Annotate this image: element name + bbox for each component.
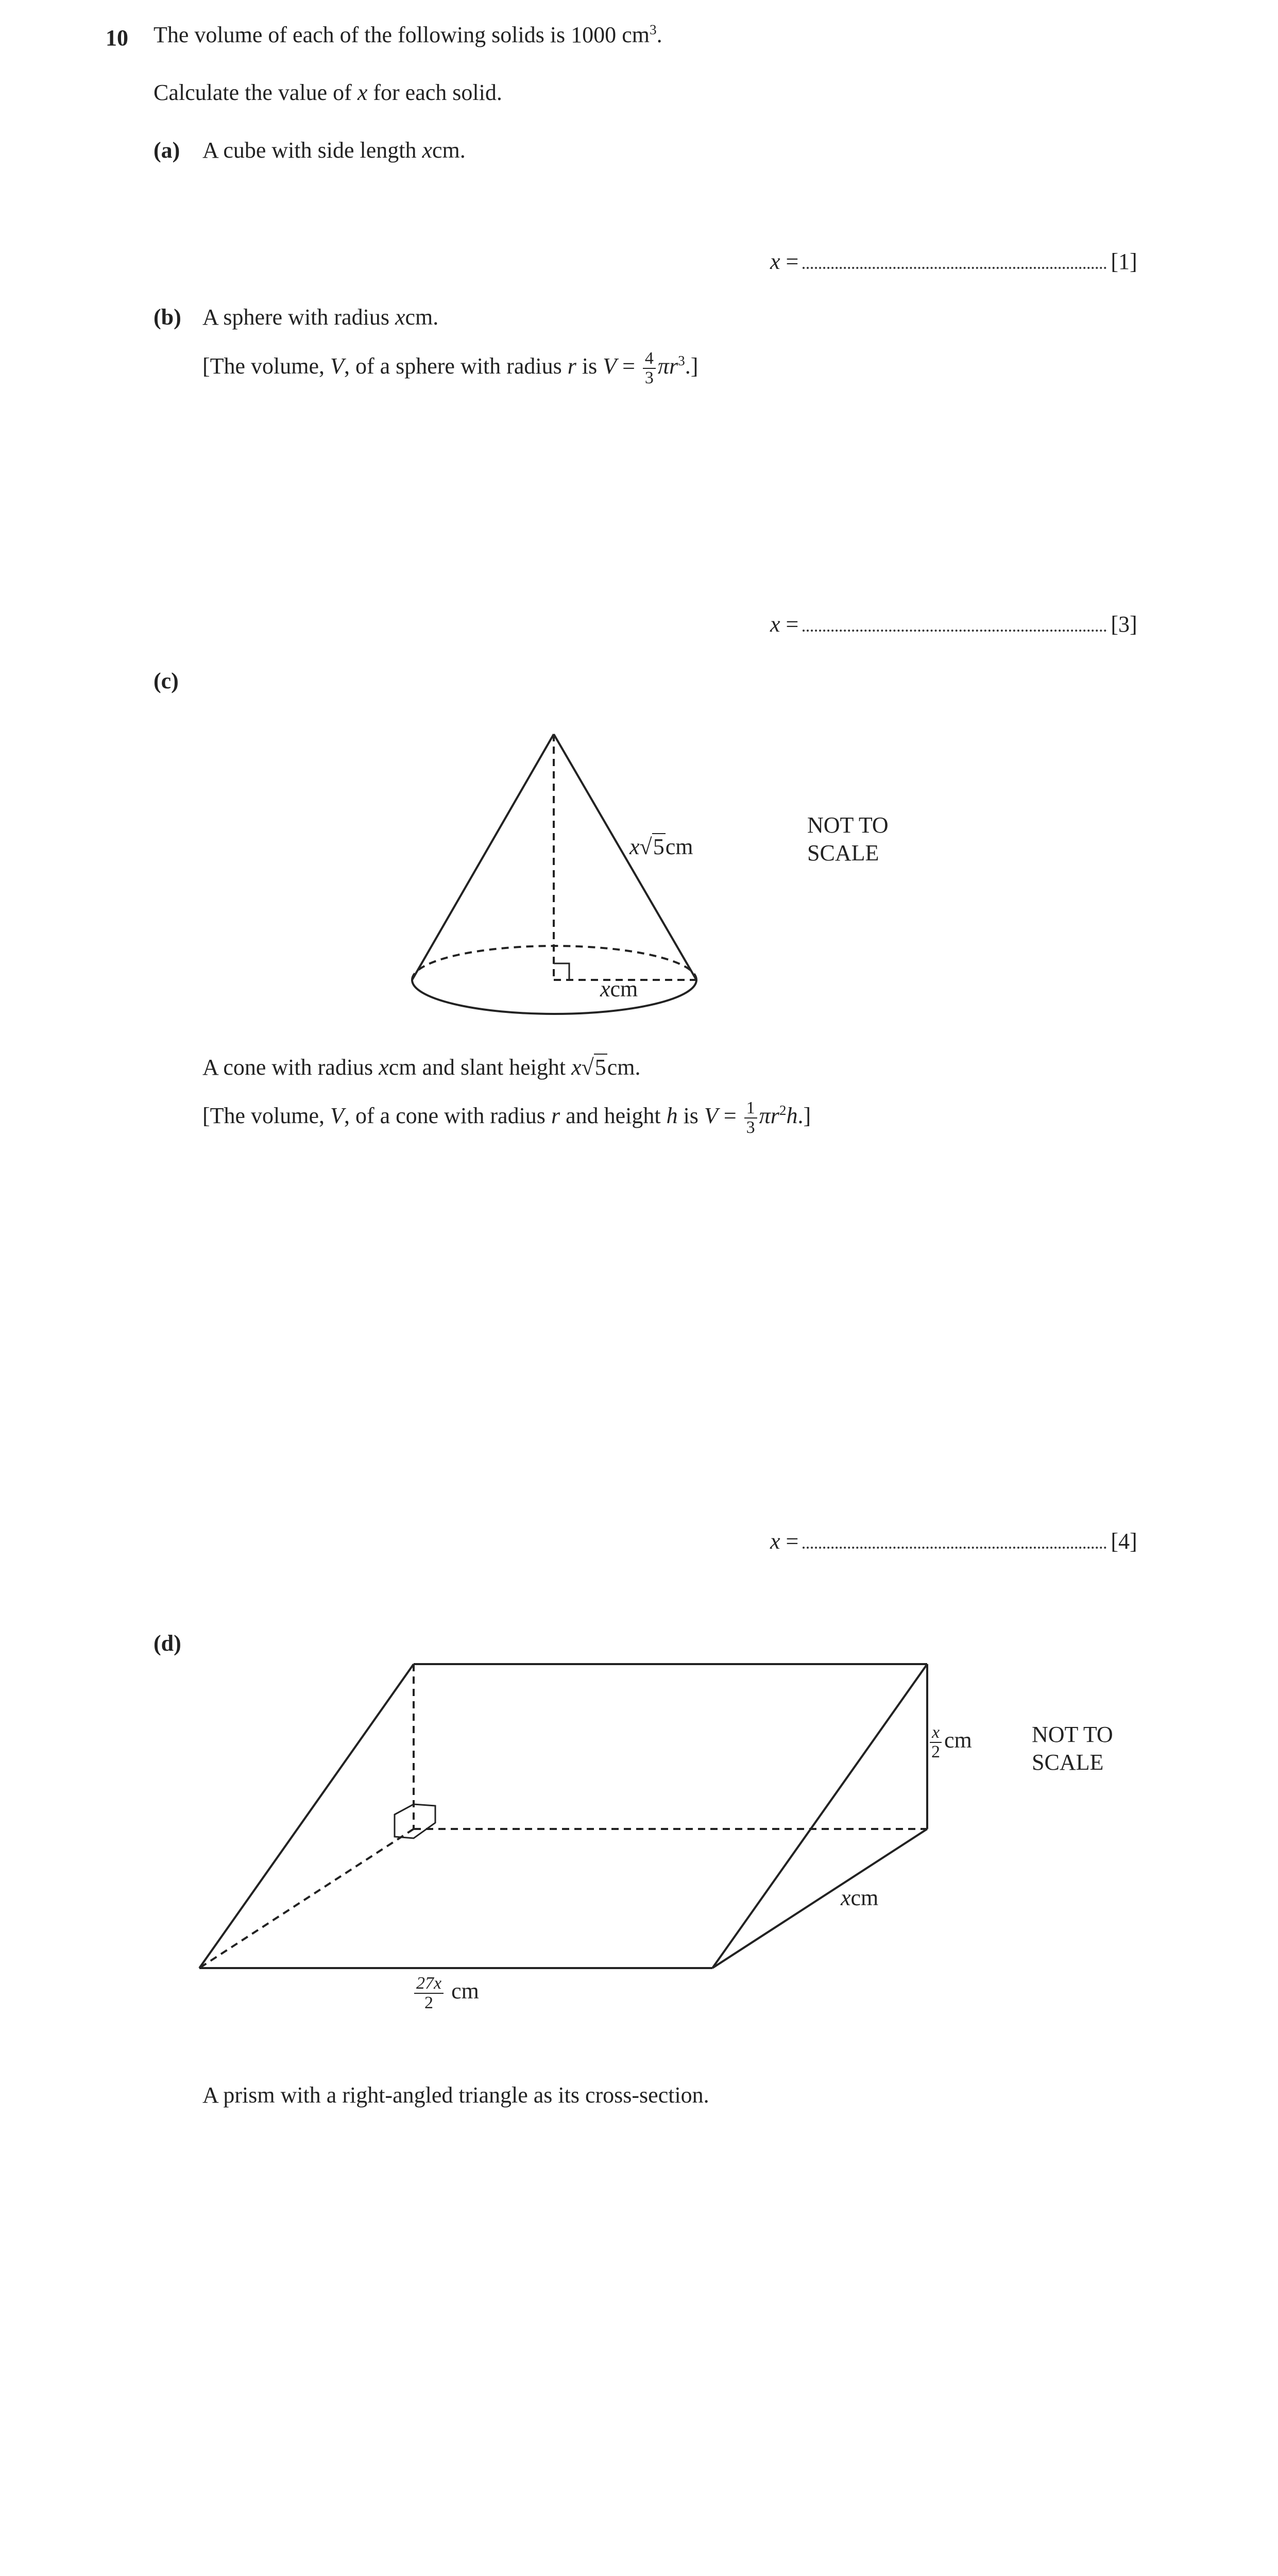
not-to-scale-line-2: SCALE [1032, 1750, 1104, 1775]
prism-height-label [927, 1723, 972, 1761]
height-unit: cm [944, 1727, 972, 1753]
part-a-answer-line[interactable] [770, 250, 1137, 273]
hint-pi: π [657, 353, 669, 379]
part-c-hint [202, 1099, 811, 1137]
answer-eq: = [780, 249, 799, 274]
length-numerator: 27x [414, 1974, 444, 1994]
prism-not-to-scale-note [1032, 1723, 1113, 1774]
intro-text: The volume of each of the following solids is 1000 [154, 22, 617, 47]
slant-radicand: 5 [653, 834, 664, 859]
prism-length-label [412, 1974, 479, 2012]
intro-unit: cm [622, 22, 650, 47]
hint-var: r [770, 1103, 779, 1128]
part-c-var: x [571, 1055, 582, 1080]
marks: [3] [1111, 612, 1137, 637]
fraction-numerator: 1 [744, 1099, 757, 1118]
question-instruction [154, 81, 502, 104]
hint-text: , of a cone with radius [344, 1103, 551, 1128]
depth-var: x [841, 1885, 851, 1910]
part-a-text [202, 139, 466, 162]
sqrt-sign: √ [581, 1055, 594, 1080]
hint-var: h [666, 1103, 678, 1128]
answer-dots[interactable] [803, 630, 1106, 632]
height-numerator: x [930, 1723, 942, 1743]
part-b-text [202, 306, 438, 329]
answer-dots[interactable] [803, 1547, 1106, 1549]
part-b-hint [202, 349, 698, 387]
part-c-label: (c) [154, 668, 179, 693]
part-b-text-b: cm. [405, 304, 439, 330]
instruction-text-a: Calculate the value of [154, 80, 357, 105]
question-intro [154, 24, 662, 46]
cone-slant-label [629, 836, 693, 858]
prism-left-slope [199, 1664, 414, 1968]
answer-var: x [770, 249, 780, 274]
marks: [4] [1111, 1529, 1137, 1554]
instruction-var: x [357, 80, 368, 105]
answer-var: x [770, 1529, 780, 1554]
hint-end: .] [797, 1103, 811, 1128]
slant-unit: cm [665, 834, 693, 859]
part-d-text: A prism with a right-angled triangle as its cross-section. [202, 2082, 709, 2108]
hint-var: h [786, 1103, 798, 1128]
hint-exponent: 3 [678, 353, 685, 369]
intro-end: . [656, 22, 662, 47]
part-c-text [202, 1056, 641, 1079]
height-denominator: 2 [931, 1742, 940, 1761]
part-b-text-a: A sphere with radius [202, 304, 395, 330]
length-unit: cm [451, 1978, 479, 2004]
cone-base-front [412, 980, 696, 1014]
not-to-scale-line-1: NOT TO [807, 812, 889, 838]
hint-text: is [576, 353, 603, 379]
intro-exponent: 3 [649, 22, 657, 38]
marks: [1] [1111, 249, 1137, 274]
part-b-var: x [395, 304, 405, 330]
instruction-text-b: for each solid. [367, 80, 502, 105]
prism-hidden-depth [199, 1829, 414, 1968]
hint-var: V [330, 1103, 344, 1128]
height-fraction [929, 1723, 942, 1761]
sqrt-sign: √ [639, 834, 652, 859]
hint-text: [The volume, [202, 353, 331, 379]
part-d-label: (d) [154, 1631, 181, 1656]
not-to-scale-note [807, 814, 889, 865]
not-to-scale-line-1: NOT TO [1032, 1722, 1113, 1747]
part-a-var: x [422, 138, 433, 163]
answer-eq: = [780, 1529, 799, 1554]
hint-fraction [744, 1099, 757, 1137]
hint-var: r [669, 353, 678, 379]
answer-dots[interactable] [803, 267, 1106, 269]
hint-eq: = [718, 1103, 742, 1128]
radius-unit: cm [610, 976, 638, 1002]
part-c-text-c: cm. [607, 1055, 641, 1080]
fraction-denominator: 3 [644, 368, 654, 387]
part-c-text-a: A cone with radius [202, 1055, 379, 1080]
hint-end: .] [685, 353, 698, 379]
hint-text: and height [560, 1103, 667, 1128]
hint-text: [The volume, [202, 1103, 331, 1128]
part-c-var: x [379, 1055, 389, 1080]
depth-unit: cm [850, 1885, 879, 1910]
part-c-text-b: cm and slant height [388, 1055, 572, 1080]
hint-eq: = [617, 353, 641, 379]
part-a-label: (a) [154, 138, 180, 163]
hint-text: , of a sphere with radius [344, 353, 568, 379]
hint-var: V [704, 1103, 718, 1128]
hint-var: r [567, 353, 576, 379]
prism-right-slope [712, 1664, 927, 1968]
answer-var: x [770, 612, 780, 637]
hint-fraction [643, 349, 656, 387]
part-b-answer-line[interactable] [770, 613, 1137, 636]
hint-var: V [603, 353, 617, 379]
hint-exponent: 2 [779, 1103, 787, 1118]
length-denominator: 2 [424, 1993, 434, 2012]
slant-var: x [629, 834, 640, 859]
answer-eq: = [780, 612, 799, 637]
right-angle-mark [554, 963, 569, 980]
fraction-numerator: 4 [643, 349, 656, 369]
part-b-label: (b) [154, 304, 181, 330]
fraction-denominator: 3 [746, 1117, 755, 1137]
cone-base-back [412, 946, 696, 980]
prism-right-angle-mark [395, 1804, 435, 1838]
radius-var: x [600, 976, 610, 1002]
cone-radius-label [600, 978, 638, 1001]
not-to-scale-line-2: SCALE [807, 840, 879, 866]
hint-pi: π [759, 1103, 771, 1128]
part-a-text-a: A cube with side length [202, 138, 422, 163]
part-c-radicand: 5 [594, 1055, 606, 1080]
question-number: 10 [106, 25, 128, 50]
hint-var: V [330, 353, 344, 379]
cone-slant-left [412, 734, 554, 980]
prism-right-depth [712, 1829, 927, 1968]
prism-depth-label [841, 1887, 878, 1909]
length-fraction [414, 1974, 444, 2012]
part-a-text-b: cm. [432, 138, 466, 163]
hint-text: is [677, 1103, 704, 1128]
hint-var: r [551, 1103, 560, 1128]
part-c-answer-line[interactable] [770, 1530, 1137, 1553]
